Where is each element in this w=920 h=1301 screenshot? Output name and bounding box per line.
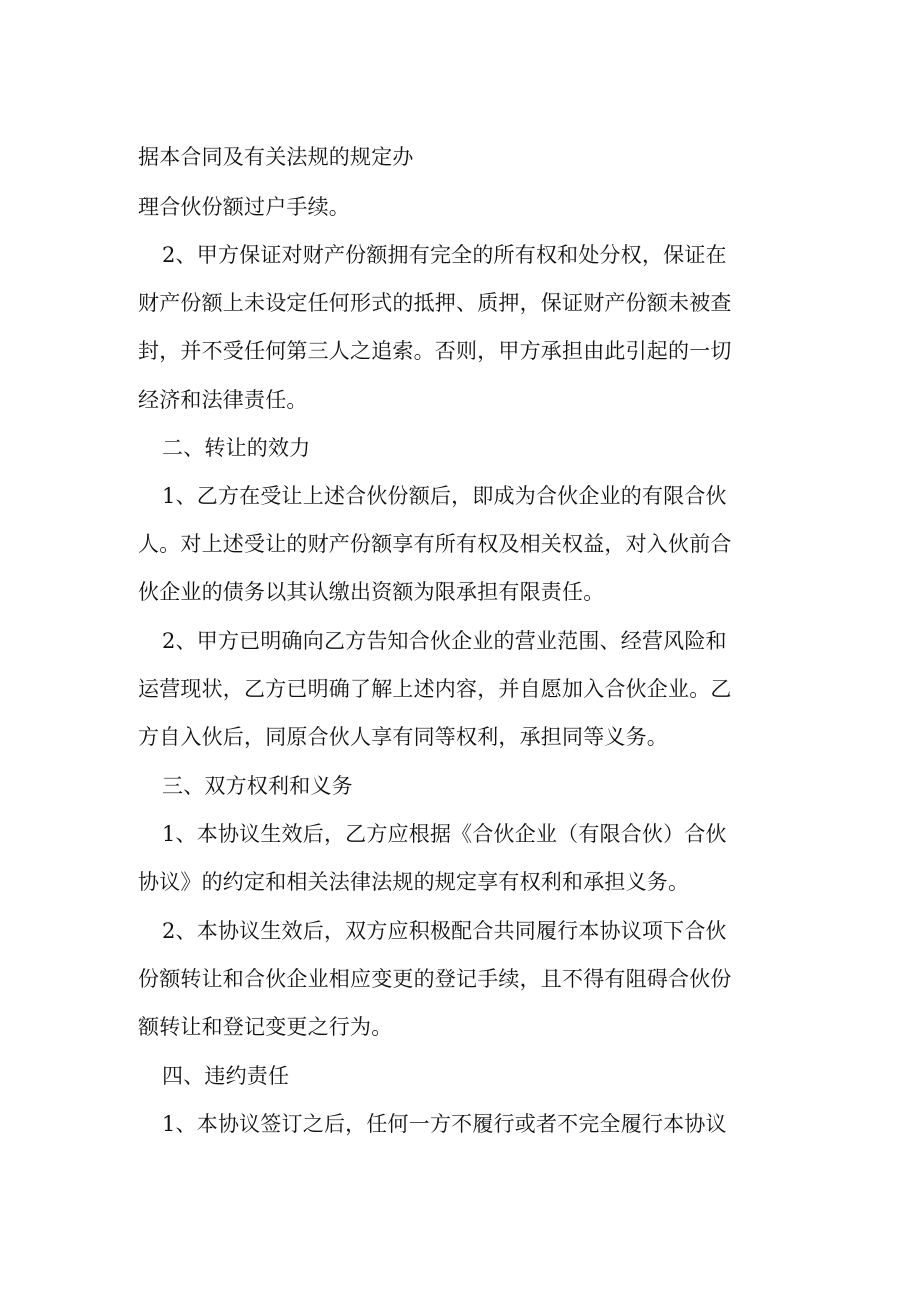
text-line: 封，并不受任何第三人之追索。否则，甲方承担由此引起的一切 xyxy=(138,339,732,363)
text-line: 份额转让和合伙企业相应变更的登记手续，且不得有阻碍合伙份 xyxy=(138,967,732,991)
text-line: 1、本协议生效后，乙方应根据《合伙企业（有限合伙）合伙 xyxy=(162,822,727,846)
text-line: 2、本协议生效后，双方应积极配合共同履行本协议项下合伙 xyxy=(162,919,727,943)
section-heading: 四、违约责任 xyxy=(162,1064,290,1088)
text-line: 方自入伙后，同原合伙人享有同等权利，承担同等义务。 xyxy=(138,725,668,749)
text-line: 协议》的约定和相关法律法规的规定享有权利和承担义务。 xyxy=(138,870,690,894)
text-line: 2、甲方已明确向乙方告知合伙企业的营业范围、经营风险和 xyxy=(162,629,727,653)
text-line: 人。对上述受让的财产份额享有所有权及相关权益，对入伙前合 xyxy=(138,532,732,556)
text-line: 额转让和登记变更之行为。 xyxy=(138,1015,393,1039)
section-heading: 二、转让的效力 xyxy=(162,436,311,460)
section-heading: 三、双方权利和义务 xyxy=(162,774,353,798)
text-line: 运营现状，乙方已明确了解上述内容，并自愿加入合伙企业。乙 xyxy=(138,677,732,701)
text-line: 1、乙方在受让上述合伙份额后，即成为合伙企业的有限合伙 xyxy=(162,484,727,508)
text-line: 经济和法律责任。 xyxy=(138,388,308,412)
text-line: 据本合同及有关法规的规定办 xyxy=(138,145,414,169)
text-line: 2、甲方保证对财产份额拥有完全的所有权和处分权，保证在 xyxy=(162,243,727,267)
text-line: 1、本协议签订之后，任何一方不履行或者不完全履行本协议 xyxy=(162,1112,727,1136)
text-line: 财产份额上未设定任何形式的抵押、质押，保证财产份额未被查 xyxy=(138,291,732,315)
text-line: 伙企业的债务以其认缴出资额为限承担有限责任。 xyxy=(138,580,605,604)
text-line: 理合伙份额过户手续。 xyxy=(138,195,350,219)
